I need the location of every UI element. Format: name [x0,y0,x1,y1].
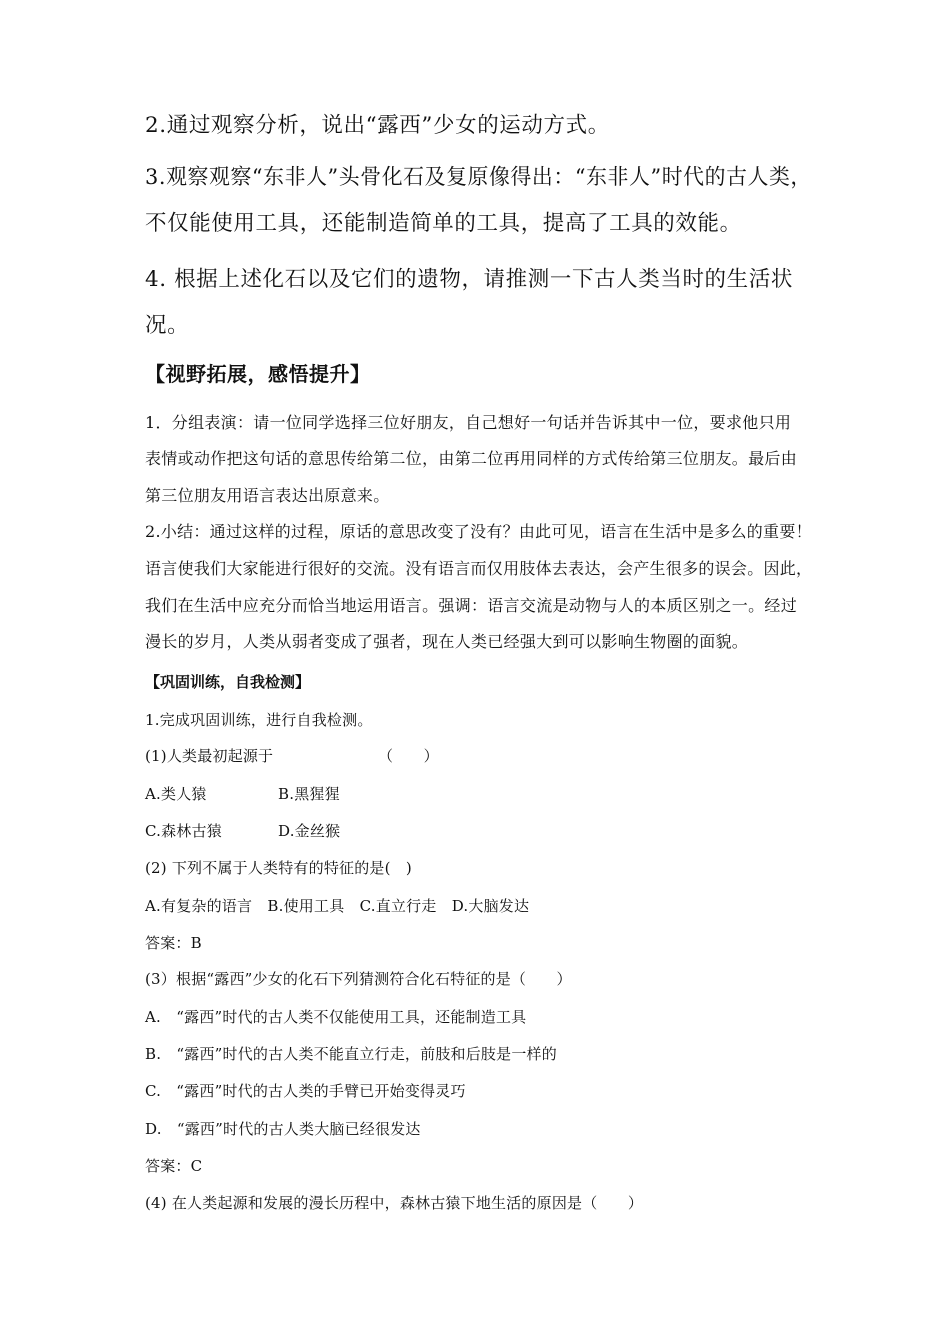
question-2: 2.通过观察分析，说出“露西”少女的运动方式。 [145,113,610,138]
practice-q3-option-c: C. “露西”时代的古人类的手臂已开始变得灵巧 [145,1082,466,1100]
practice-q1-option-c: C.森林古猿 [145,822,222,840]
expansion-paragraph-1-line-2: 表情或动作把这句话的意思传给第二位，由第二位再用同样的方式传给第三位朋友。最后由 [145,449,798,468]
practice-q3-option-d: D. “露西”时代的古人类大脑已经很发达 [145,1120,421,1138]
section-heading-practice: 【巩固训练，自我检测】 [145,673,311,691]
practice-q1-option-d: D.金丝猴 [278,822,341,840]
practice-q2-answer: 答案：B [145,934,202,952]
expansion-paragraph-2-line-1: 2.小结：通过这样的过程，原话的意思改变了没有？由此可见，语言在生活中是多么的重要！ [145,522,812,541]
practice-q3-option-a: A. “露西”时代的古人类不仅能使用工具，还能制造工具 [145,1008,527,1026]
expansion-paragraph-2-line-3: 我们在生活中应充分而恰当地运用语言。强调：语言交流是动物与人的本质区别之一。经过 [145,596,798,615]
expansion-paragraph-1-line-3: 第三位朋友用语言表达出原意来。 [145,486,390,505]
practice-q1-option-b: B.黑猩猩 [278,785,340,803]
practice-q1-stem: (1)人类最初起源于 [145,747,274,765]
question-4-line-1: 4. 根据上述化石以及它们的遗物，请推测一下古人类当时的生活状 [145,267,793,292]
question-3-line-1: 3.观察观察“东非人”头骨化石及复原像得出：“东非人”时代的古人类， [145,165,812,190]
practice-q3-option-b: B. “露西”时代的古人类不能直立行走，前肢和后肢是一样的 [145,1045,557,1063]
practice-q2-options: A.有复杂的语言 B.使用工具 C.直立行走 D.大脑发达 [145,897,530,915]
expansion-paragraph-1-line-1: 1．分组表演：请一位同学选择三位好朋友，自己想好一句话并告诉其中一位，要求他只用 [145,413,792,432]
practice-q1-option-a: A.类人猿 [145,785,207,803]
section-heading-expansion: 【视野拓展，感悟提升】 [145,362,371,386]
practice-intro: 1.完成巩固训练，进行自我检测。 [145,711,373,729]
practice-q2-stem: (2) 下列不属于人类特有的特征的是( ) [145,859,412,877]
practice-q1-answer-bracket: （ ） [378,747,439,765]
question-4-line-2: 况。 [145,313,190,338]
practice-q4-stem: (4) 在人类起源和发展的漫长历程中，森林古猿下地生活的原因是（ ） [145,1194,644,1212]
question-3-line-2: 不仅能使用工具，还能制造简单的工具，提高了工具的效能。 [145,211,742,236]
expansion-paragraph-2-line-2: 语言使我们大家能进行很好的交流。没有语言而仅用肢体去表达，会产生很多的误会。因此， [145,559,813,578]
expansion-paragraph-2-line-4: 漫长的岁月，人类从弱者变成了强者，现在人类已经强大到可以影响生物圈的面貌。 [145,632,749,651]
practice-q3-stem: (3）根据“露西”少女的化石下列猜测符合化石特征的是（ ） [145,970,572,988]
practice-q3-answer: 答案：C [145,1157,203,1175]
